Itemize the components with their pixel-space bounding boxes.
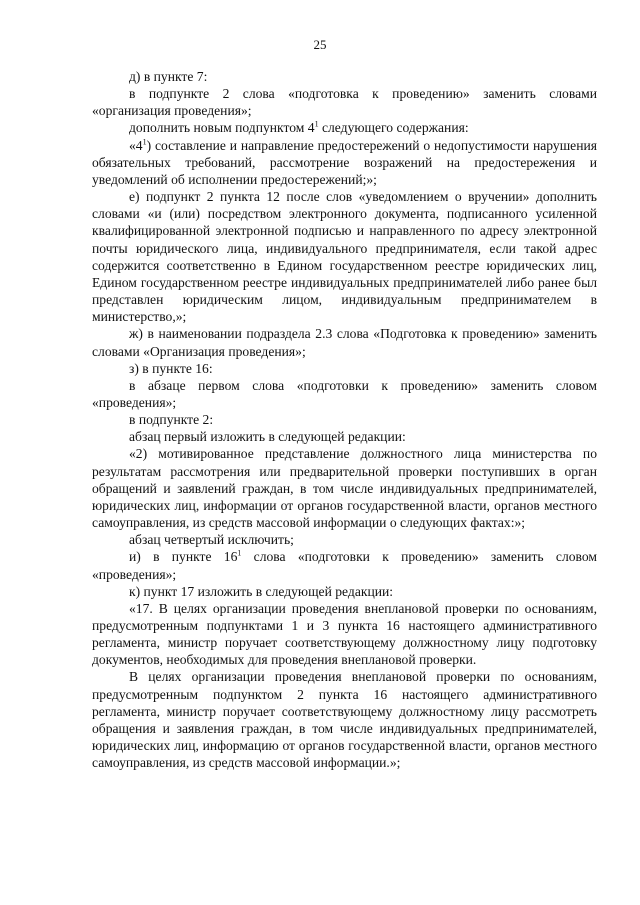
paragraph xyxy=(92,548,597,582)
paragraph: д) в пункте 7: xyxy=(129,69,208,84)
paragraph: абзац четвертый исключить; xyxy=(129,532,294,548)
paragraph: ж) в наименовании подраздела 2.3 слова «Подготовка к проведению» заменить словами «Организация проведения»; xyxy=(92,326,597,359)
paragraph: абзац первый изложить в следующей редакции: xyxy=(129,429,406,445)
paragraph-text: и) в пункте 16 xyxy=(129,549,238,565)
paragraph: «17. В целях организации проведения внеплановой проверки по основаниям, предусмотренным подпунктами 1 и 3 пункта 16 настоящего административного регламента, министр поручает соответствующему должностному лицу подготовку документов, необходимых для проведения внеплановой проверки. xyxy=(92,600,597,668)
paragraph: к) пункт 17 изложить в следующей редакции: xyxy=(129,583,394,599)
paragraph: в подпункте 2 слова «подготовка к проведению» заменить словами «организация проведения»; xyxy=(92,86,597,119)
paragraph: «2) мотивированное представление должностного лица министерства по результатам рассмотрения или предварительной проверки поступивших в орган обращений и заявлений граждан, в том числе индивидуальных предпринимателей, юридических лиц, информации от органов государственной власти, органов местного самоуправления, из средств массовой информации о следующих фактах:»; xyxy=(92,446,597,531)
superscript: 1 xyxy=(314,119,319,129)
page-number: 25 xyxy=(313,37,327,52)
paragraph: з) в пункте 16: xyxy=(129,360,213,376)
superscript: 1 xyxy=(142,137,147,147)
paragraph: е) подпункт 2 пункта 12 после слов «уведомлением о вручении» дополнить словами «и (или) посредством электронного документа, подписанного усиленной квалифицированной электронной подписью и направленного по адресу электронной почты юридического лица, индивидуального предпринимателя, если такой адрес содержится соответственно в Едином государственном реестре юридических лиц, Едином государственном реестре индивидуальных предпринимателей либо ранее был представлен юридическим лицом, индивидуальным предпринимателем в министерство,»; xyxy=(92,189,597,325)
paragraph xyxy=(92,119,597,136)
paragraph-text: дополнить новым подпунктом 4 xyxy=(129,120,315,136)
paragraph xyxy=(92,137,597,188)
paragraph: в абзаце первом слова «подготовки к проведению» заменить словом «проведения»; xyxy=(92,377,597,410)
paragraph-text: следующего содержания: xyxy=(318,120,469,136)
paragraph: в подпункте 2: xyxy=(129,412,214,428)
paragraph-text: слова «подготовки к проведению» заменить словом «проведения»; xyxy=(92,549,597,582)
paragraph-text: «4 xyxy=(129,137,143,153)
superscript: 1 xyxy=(237,548,242,558)
paragraph-text: ) составление и направление предостережений о недопустимости нарушения обязательных требований, рассмотрение возражений на предостережения и уведомлений об исполнении предостережений;»; xyxy=(92,137,597,187)
document-body xyxy=(92,68,597,771)
paragraph: В целях организации проведения внеплановой проверки по основаниям, предусмотренным подпунктом 2 пункта 16 настоящего административного регламента, министр поручает соответствующему должностному лицу рассмотреть обращения и заявления граждан, в том числе индивидуальных предпринимателей, юридических лиц, информацию от органов государственной власти, органов местного самоуправления, из средств массовой информации.»; xyxy=(92,669,597,771)
